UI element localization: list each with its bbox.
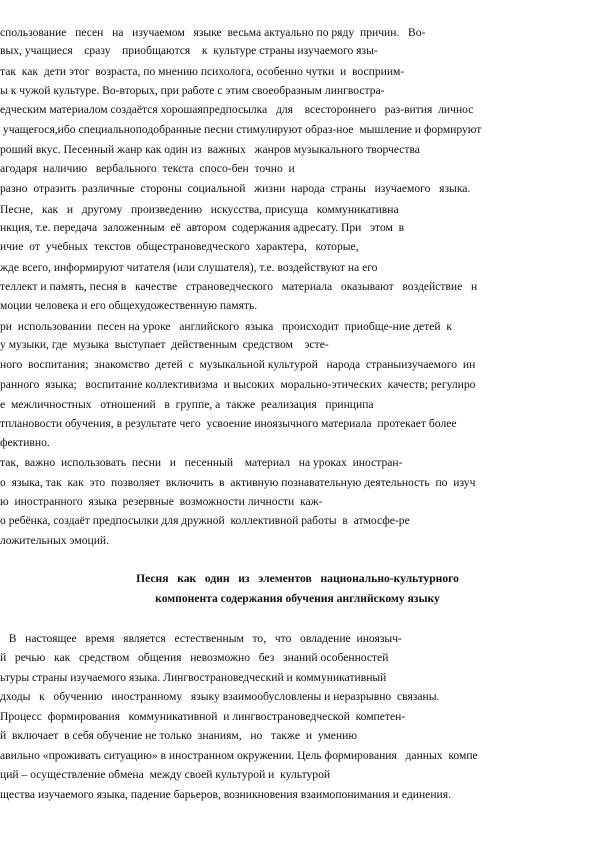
text-line: роший вкус. Песенный жанр как один из важных жанров музыкального творчества [0, 143, 420, 156]
text-line: так как дети этог возраста, по мнению психолога, особенно чутки и восприим- [0, 65, 405, 78]
text-line: ри использовании песен на уроке английского языка происходит приобще-ние детей к [0, 320, 452, 333]
text-line: агодаря наличию вербального текста спосо-бен точно и [0, 162, 295, 175]
heading-line: Песня как один из элементов национально-культурного [136, 572, 459, 585]
heading-line: компонента содержания обучения английскому языку [155, 592, 440, 605]
text-line: ю иностранного языка резервные возможности личности каж- [0, 495, 323, 508]
text-line: у музыки, где музыка выступает действенным средством эсте- [0, 338, 329, 351]
text-line: учащегося,ибо специальноподобранные песни стимулируют образ-ное мышление и формируют [0, 123, 482, 136]
text-line: ложительных эмоций. [0, 534, 110, 547]
text-line: Песне, как и другому произведению искусства, присуща коммуникативна [0, 203, 399, 216]
text-line: фективно. [0, 436, 50, 449]
text-line: авильно «проживать ситуацию» в иностранном окружении. Цель формирования данных компе [0, 749, 478, 762]
text-line: о ребёнка, создаёт предпосылки для дружной коллективной работы в атмосфе-ре [0, 514, 410, 527]
text-line: й речью как средством общения невозможно без знаний особенностей [0, 651, 389, 664]
text-line: щества изучаемого языка, падение барьеров, возникновения взаимопонимания и единения. [0, 788, 451, 801]
text-line: Процесс формирования коммуникативной и лингвострановедческой компетен- [0, 710, 406, 723]
text-line: моции человека и его общехудожественную память. [0, 299, 258, 312]
text-line: тплановости обучения, в результате чего усвоение иноязычного материала протекает более [0, 417, 457, 430]
text-line: й включает в себя обучение не только знаниям, но также и умению [0, 729, 358, 742]
text-line: жде всего, информируют читателя (или слушателя), т.е. воздействуют на его [0, 261, 378, 274]
text-line: так, важно использовать песни и песенный материал на уроках иностран- [0, 456, 403, 469]
text-line: едческим материалом создаётся хорошаяпредпосылка для всестороннего раз-вития личнос [0, 103, 474, 116]
text-line: дходы к обучению иностранному языку взаимообусловлены и неразрывно связаны. [0, 690, 440, 703]
text-line: спользование песен на изучаемом языке весьма актуально по ряду причин. Во- [0, 26, 426, 39]
text-line: ранного языка; воспитание коллективизма и высоких морально-этических качеств; регулиро [0, 378, 476, 391]
text-line: ного воспитания; знакомство детей с музыкальной культурой народа страныизучаемого ин [0, 358, 476, 371]
text-line: теллект и память, песня в качестве страноведческого материала оказывают воздействие н [0, 280, 478, 293]
text-line: В настоящее время является естественным то, что овладение иноязыч- [0, 632, 402, 645]
text-line: о языка, так как это позволяет включить в активную познавательную деятельность по изуч [0, 476, 476, 489]
text-line: ций – осуществление обмена между своей культурой и культурой [0, 768, 331, 781]
text-line: ы к чужой культуре. Во-вторых, при работе с этим своеобразным лингвостра- [0, 84, 385, 97]
text-line: ьтуры страны изучаемого языка. Лингвострановедческий и коммуникативный [0, 671, 387, 684]
text-line: нкция, т.е. передача заложенным её автором содержания адресату. При этом в [0, 221, 405, 234]
text-line: разно отразить различные стороны социальной жизни народа страны изучаемого языка. [0, 182, 471, 195]
text-line: е межличностных отношений в группе, а также реализация принципа [0, 398, 374, 411]
text-line: вых, учащиеся сразу приобщаются к культуре страны изучаемого язы- [0, 44, 378, 57]
text-line: ичие от учебных текстов общестрановедческого характера, которые, [0, 240, 359, 253]
